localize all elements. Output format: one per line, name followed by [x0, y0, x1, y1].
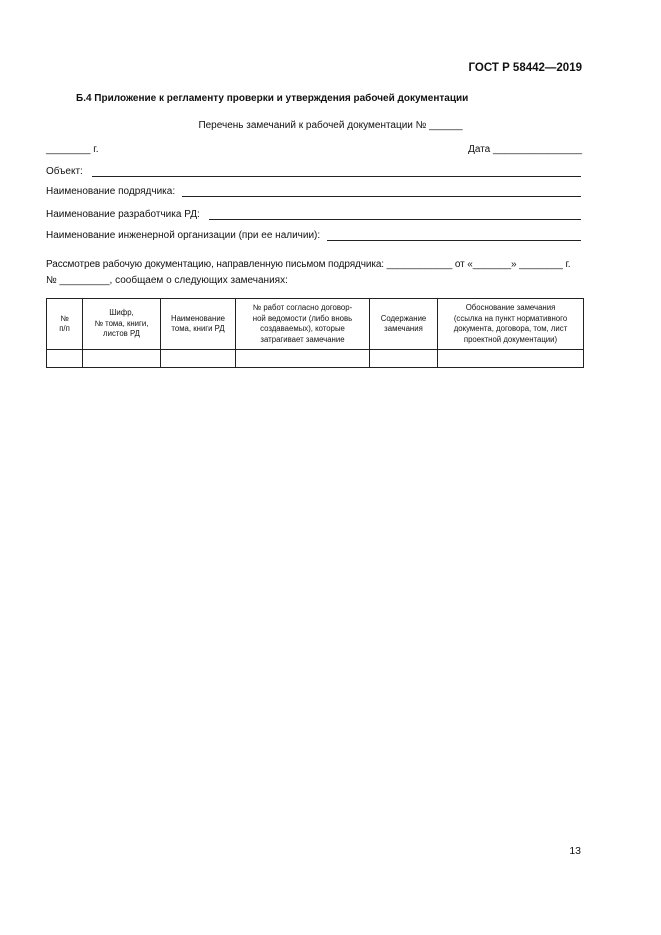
col-number-header: № п/п — [47, 299, 83, 350]
table-cell — [236, 350, 370, 368]
col-content-header: Содержание замечания — [370, 299, 438, 350]
table-cell — [161, 350, 236, 368]
section-heading: Б.4 Приложение к регламенту проверки и утверждения рабочей документации — [76, 93, 469, 104]
col-code-header: Шифр, № тома, книги, листов РД — [83, 299, 161, 350]
object-fill-line — [92, 166, 581, 177]
object-label: Объект: — [46, 166, 83, 177]
review-line-2: № _________, сообщаем о следующих замечаниях: — [46, 275, 288, 286]
remarks-table — [46, 298, 584, 368]
engineering-org-fill-line — [327, 230, 581, 241]
table-cell — [83, 350, 161, 368]
table-cell — [438, 350, 584, 368]
contractor-label: Наименование подрядчика: — [46, 186, 176, 197]
table-header-row — [47, 299, 584, 350]
standard-code: ГОСТ Р 58442—2019 — [468, 62, 582, 74]
table-cell — [47, 350, 83, 368]
developer-label: Наименование разработчика РД: — [46, 209, 200, 220]
year-line: ________ г. — [46, 144, 99, 155]
page-number: 13 — [569, 845, 581, 857]
list-title: Перечень замечаний к рабочей документации № ______ — [198, 120, 463, 131]
col-volume-name-header: Наименование тома, книги РД — [161, 299, 236, 350]
developer-fill-line — [209, 209, 581, 220]
engineering-org-label: Наименование инженерной организации (при ее наличии): — [46, 230, 321, 241]
date-line: Дата ________________ — [468, 144, 582, 155]
col-works-header: № работ согласно договор- ной ведомости (либо вновь создаваемых), которые затрагивает замечание — [236, 299, 370, 350]
table-cell — [370, 350, 438, 368]
col-justification-header: Обоснование замечания (ссылка на пункт нормативного документа, договора, том, лист проектной документации) — [438, 299, 584, 350]
contractor-fill-line — [182, 186, 581, 197]
review-line-1: Рассмотрев рабочую документацию, направленную письмом подрядчика: ____________ от «_______» ________ г. — [46, 259, 571, 270]
table-row — [47, 350, 584, 368]
